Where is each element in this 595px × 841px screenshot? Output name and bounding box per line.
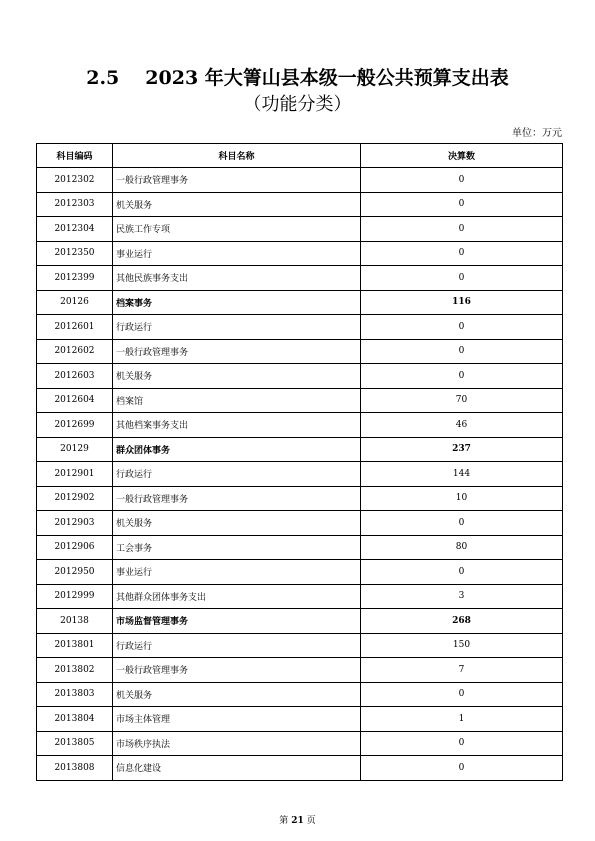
page-footer [0,813,595,826]
value-cell: 0 [361,217,563,242]
value-cell: 70 [361,388,563,413]
code-cell: 2012604 [37,388,113,413]
name-cell: 工会事务 [113,535,361,560]
code-cell: 2013808 [37,756,113,781]
name-cell: 其他档案事务支出 [113,413,361,438]
table-row [37,560,563,585]
code-cell: 2012903 [37,511,113,536]
code-cell: 2013802 [37,658,113,683]
table-row [37,658,563,683]
value-cell: 10 [361,486,563,511]
table-row [37,290,563,315]
code-cell: 2012603 [37,364,113,389]
name-cell: 行政运行 [113,315,361,340]
table-row [37,388,563,413]
name-cell: 一般行政管理事务 [113,658,361,683]
budget-table [36,143,563,781]
table-row [37,241,563,266]
value-cell: 7 [361,658,563,683]
table-row [37,192,563,217]
value-cell: 0 [361,756,563,781]
table-row [37,584,563,609]
code-cell: 2012902 [37,486,113,511]
value-cell: 0 [361,339,563,364]
name-cell: 机关服务 [113,364,361,389]
value-cell: 0 [361,731,563,756]
value-cell: 268 [361,609,563,634]
code-cell: 2012906 [37,535,113,560]
name-cell: 行政运行 [113,633,361,658]
table-row [37,364,563,389]
code-cell: 2012602 [37,339,113,364]
code-cell: 2012302 [37,168,113,193]
code-cell: 2012350 [37,241,113,266]
code-cell: 2012303 [37,192,113,217]
value-cell: 0 [361,560,563,585]
name-cell: 机关服务 [113,511,361,536]
code-cell: 2013804 [37,707,113,732]
table-body [37,168,563,781]
name-cell: 档案事务 [113,290,361,315]
code-cell: 2012699 [37,413,113,438]
code-cell: 2012601 [37,315,113,340]
value-cell: 0 [361,168,563,193]
value-cell: 144 [361,462,563,487]
value-cell: 0 [361,315,563,340]
page-number: 21 [291,816,304,826]
name-cell: 信息化建设 [113,756,361,781]
name-cell: 市场主体管理 [113,707,361,732]
code-cell: 2012901 [37,462,113,487]
header-code: 科目编码 [37,144,113,168]
unit-label: 单位：万元 [512,128,562,139]
name-cell: 一般行政管理事务 [113,339,361,364]
value-cell: 0 [361,192,563,217]
code-cell: 2012304 [37,217,113,242]
table-row [37,731,563,756]
value-cell: 0 [361,511,563,536]
table-row [37,486,563,511]
code-cell: 2013801 [37,633,113,658]
code-cell: 2012999 [37,584,113,609]
table-row [37,217,563,242]
table-row [37,633,563,658]
title-number: 2.5 [86,67,120,89]
value-cell: 237 [361,437,563,462]
value-cell: 0 [361,682,563,707]
table-row [37,511,563,536]
table-row [37,756,563,781]
value-cell: 116 [361,290,563,315]
name-cell: 事业运行 [113,560,361,585]
code-cell: 2013805 [37,731,113,756]
footer-prefix: 第 [279,816,289,826]
name-cell: 其他民族事务支出 [113,266,361,291]
name-cell: 民族工作专项 [113,217,361,242]
footer-suffix: 页 [306,816,316,826]
name-cell: 机关服务 [113,682,361,707]
header-name: 科目名称 [113,144,361,168]
code-cell: 2012950 [37,560,113,585]
header-value: 决算数 [361,144,563,168]
table-row [37,315,563,340]
value-cell: 0 [361,266,563,291]
code-cell: 2012399 [37,266,113,291]
page-title [0,66,595,90]
name-cell: 其他群众团体事务支出 [113,584,361,609]
table-row [37,266,563,291]
name-cell: 市场监督管理事务 [113,609,361,634]
code-cell: 20126 [37,290,113,315]
title-text: 2023 年大箐山县本级一般公共预算支出表 [145,67,509,89]
table-row [37,413,563,438]
value-cell: 46 [361,413,563,438]
table-header-row [37,144,563,168]
code-cell: 20138 [37,609,113,634]
table-row [37,707,563,732]
table-row [37,168,563,193]
table-row [37,535,563,560]
value-cell: 80 [361,535,563,560]
code-cell: 2013803 [37,682,113,707]
name-cell: 机关服务 [113,192,361,217]
name-cell: 事业运行 [113,241,361,266]
name-cell: 一般行政管理事务 [113,486,361,511]
table-row [37,609,563,634]
name-cell: 群众团体事务 [113,437,361,462]
page-subtitle: （功能分类） [243,94,352,115]
value-cell: 150 [361,633,563,658]
table-row [37,682,563,707]
value-cell: 1 [361,707,563,732]
value-cell: 3 [361,584,563,609]
table-row [37,437,563,462]
value-cell: 0 [361,364,563,389]
value-cell: 0 [361,241,563,266]
table-row [37,462,563,487]
name-cell: 一般行政管理事务 [113,168,361,193]
name-cell: 市场秩序执法 [113,731,361,756]
code-cell: 20129 [37,437,113,462]
name-cell: 行政运行 [113,462,361,487]
table-row [37,339,563,364]
name-cell: 档案馆 [113,388,361,413]
